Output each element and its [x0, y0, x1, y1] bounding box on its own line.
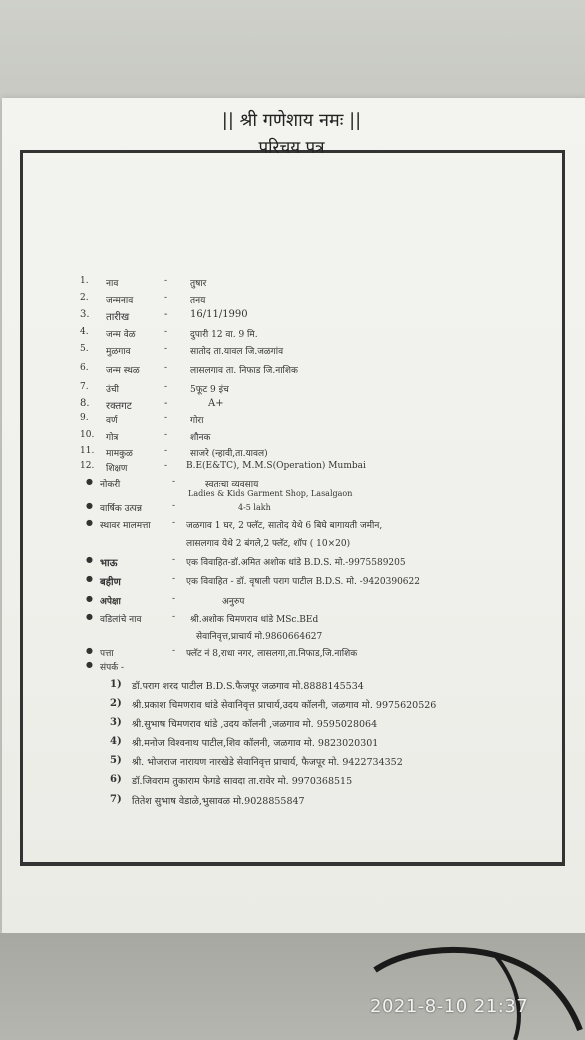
property-detail: लासलगाव येथे 2 बंगले,2 फ्लॅट, शॉप ( 10×20) — [186, 539, 351, 549]
photo-timestamp: 2021-8-10 21:37 — [370, 996, 529, 1017]
cable-icon — [365, 940, 585, 1040]
document-sheet — [2, 98, 585, 933]
father-detail: सेवानिवृत्त,प्राचार्य मो.9860664627 — [196, 632, 323, 642]
document-heading: || श्री गणेशाय नमः || — [221, 110, 362, 131]
income-value: 4-5 lakh — [238, 503, 271, 512]
job-detail: Ladies & Kids Garment Shop, Lasalgaon — [188, 489, 353, 498]
document-title: परिचय पत्र — [258, 138, 325, 158]
